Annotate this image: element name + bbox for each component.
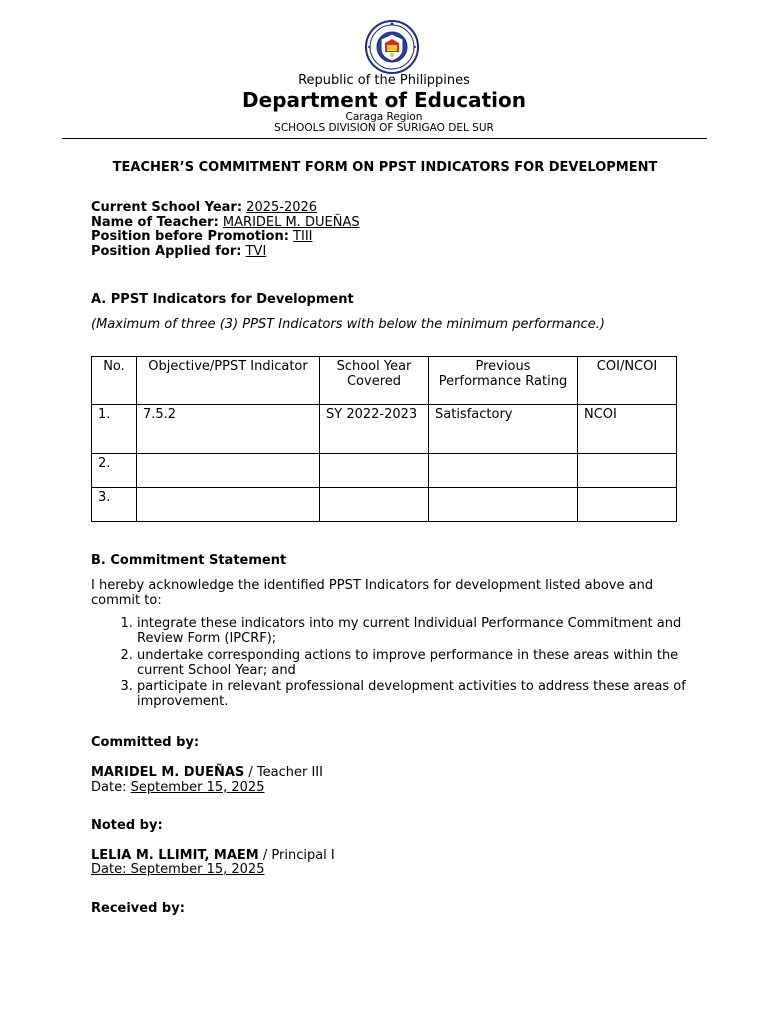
info-value: TVI (245, 243, 267, 259)
received-by-label: Received by: (91, 901, 185, 916)
signatory-role: / Principal I (258, 848, 335, 863)
division-heading: SCHOOLS DIVISION OF SURIGAO DEL SUR (274, 122, 494, 134)
table-row (92, 454, 677, 488)
table-cell: 3. (92, 488, 137, 522)
table-cell: Satisfactory (429, 405, 578, 454)
table-cell: 7.5.2 (137, 405, 320, 454)
info-value: 2025-2026 (246, 200, 318, 215)
date-value: September 15, 2025 (130, 780, 265, 795)
ppst-indicator-table (91, 356, 677, 522)
table-header-row (92, 357, 677, 405)
committed-signatory (91, 765, 323, 780)
section-a-note: (Maximum of three (3) PPST Indicators with below the minimum performance.) (91, 317, 605, 332)
table-cell (429, 488, 578, 522)
date-label: Date: (91, 780, 131, 795)
signatory-name: LELIA M. LLIMIT, MAEM (91, 848, 259, 863)
table-cell: 1. (92, 405, 137, 454)
table-cell (429, 454, 578, 488)
table-cell (320, 488, 429, 522)
info-teacher-name (91, 215, 360, 230)
table-cell (320, 454, 429, 488)
table-cell (578, 454, 677, 488)
department-heading: Department of Education (242, 88, 526, 112)
column-header: Objective/PPST Indicator (137, 357, 320, 405)
table-cell: 2. (92, 454, 137, 488)
info-position-before (91, 229, 313, 244)
table-cell (137, 454, 320, 488)
column-header: School Year Covered (320, 357, 429, 405)
form-title: TEACHER’S COMMITMENT FORM ON PPST INDICATORS FOR DEVELOPMENT (112, 160, 658, 175)
date-value: September 15, 2025 (126, 862, 265, 877)
committed-date (91, 780, 264, 795)
republic-heading: Republic of the Philippines (298, 73, 470, 88)
info-value: MARIDEL M. DUEÑAS (222, 214, 360, 230)
noted-signatory (91, 848, 335, 863)
signatory-role: / Teacher III (244, 765, 323, 780)
commitment-list (91, 616, 697, 711)
table-cell (578, 488, 677, 522)
info-label: Name of Teacher: (91, 214, 219, 230)
list-item: 3. participate in relevant professional development activities to address these areas of improvement. (137, 679, 697, 709)
signatory-name: MARIDEL M. DUEÑAS (91, 765, 245, 780)
column-header: Previous Performance Rating (429, 357, 578, 405)
section-b-heading: B. Commitment Statement (91, 553, 287, 568)
table-cell (137, 488, 320, 522)
committed-by-label: Committed by: (91, 735, 200, 750)
table-row (92, 405, 677, 454)
list-item: 2. undertake corresponding actions to improve performance in these areas within the current School Year; and (137, 648, 697, 678)
date-label: Date: (91, 862, 127, 877)
table-cell: SY 2022-2023 (320, 405, 429, 454)
noted-by-label: Noted by: (91, 818, 163, 833)
info-school-year (91, 200, 317, 215)
table-row (92, 488, 677, 522)
table-cell: NCOI (578, 405, 677, 454)
region-heading: Caraga Region (345, 111, 423, 123)
section-a-heading: A. PPST Indicators for Development (91, 292, 354, 307)
commitment-statement: I hereby acknowledge the identified PPST Indicators for development listed above and commit to: (91, 578, 654, 608)
noted-date (91, 862, 264, 877)
list-item: 1. integrate these indicators into my current Individual Performance Commitment and Review Form (IPCRF); (137, 616, 697, 646)
info-label: Position Applied for: (91, 243, 242, 259)
column-header: COI/NCOI (578, 357, 677, 405)
header-divider (62, 138, 707, 139)
info-label: Current School Year: (91, 200, 243, 215)
column-header: No. (92, 357, 137, 405)
info-position-applied (91, 244, 266, 259)
deped-seal-icon (359, 19, 425, 75)
info-label: Position before Promotion: (91, 229, 289, 244)
info-value: TIII (293, 229, 313, 244)
